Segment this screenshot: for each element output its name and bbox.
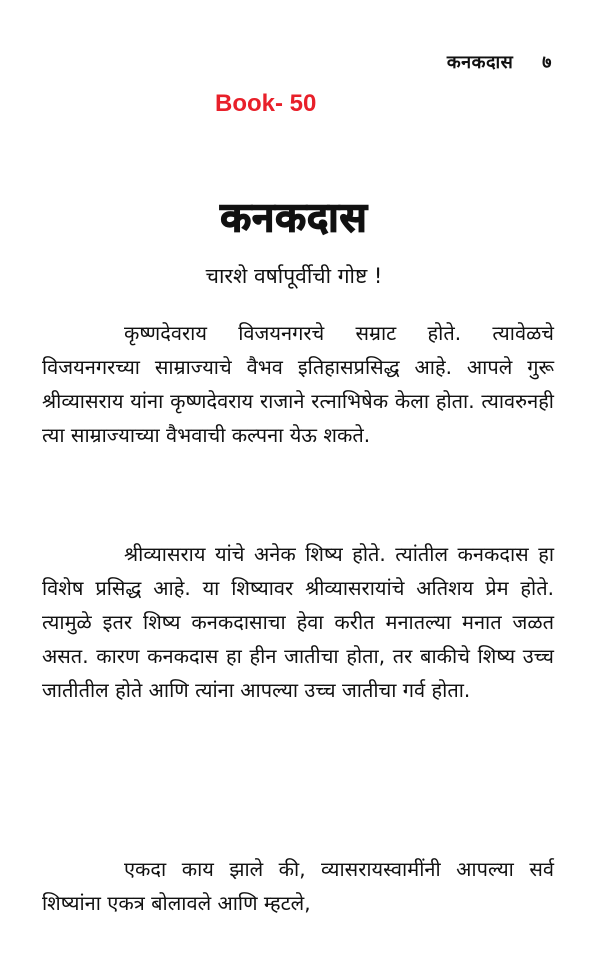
body-paragraph-1 xyxy=(42,316,554,452)
running-header xyxy=(447,50,552,74)
body-paragraph-3 xyxy=(42,852,554,920)
book-label: Book- 50 xyxy=(215,90,317,117)
paragraph-text: कृष्णदेवराय विजयनगरचे सम्राट होते. त्यावेळचे विजयनगरच्या साम्राज्याचे वैभव इतिहासप्रसिद्ध आहे. आपले गुरू श्रीव्यासराय यांना कृष्णदेवराय राजाने रत्नाभिषेक केला होता. त्यावरुनही त्या साम्राज्याच्या वैभवाची कल्पना येऊ शकते. xyxy=(42,321,554,447)
paragraph-text: श्रीव्यासराय यांचे अनेक शिष्य होते. त्यांतील कनकदास हा विशेष प्रसिद्ध आहे. या शिष्यावर श्रीव्यासरायांचे अतिशय प्रेम होते. त्यामुळे इतर शिष्य कनकदासाचा हेवा करीत मनातल्या मनात जळत असत. कारण कनकदास हा हीन जातीचा होता, तर बाकीचे शिष्य उच्च जातीतील होते आणि त्यांना आपल्या उच्च जातीचा गर्व होता. xyxy=(42,542,554,702)
chapter-title: कनकदास xyxy=(220,195,368,241)
body-paragraph-2 xyxy=(42,537,554,707)
paragraph-text: एकदा काय झाले की, व्यासरायस्वामींनी आपल्या सर्व शिष्यांना एकत्र बोलावले आणि म्हटले, xyxy=(42,857,554,915)
running-title: कनकदास xyxy=(446,52,514,73)
page-number: ७ xyxy=(542,52,552,73)
chapter-subtitle: चारशे वर्षापूर्वीची गोष्ट ! xyxy=(205,264,383,288)
